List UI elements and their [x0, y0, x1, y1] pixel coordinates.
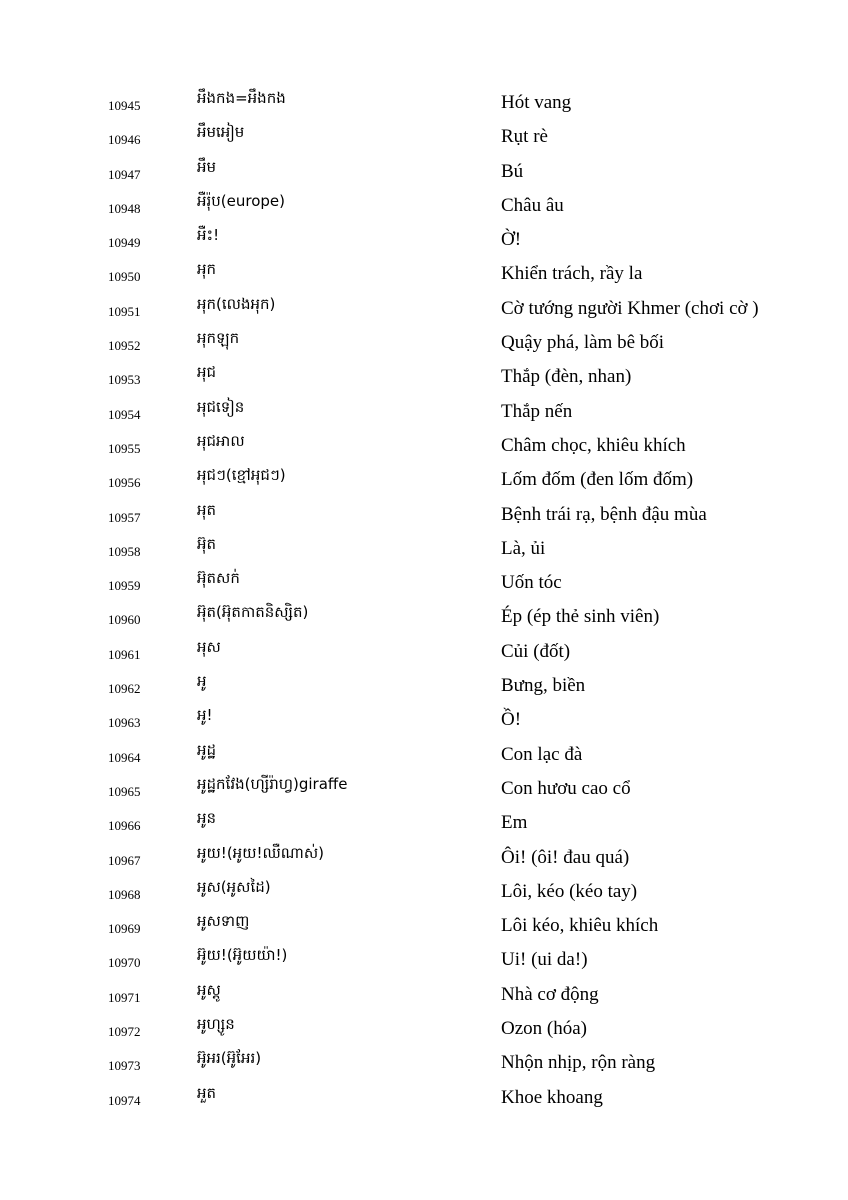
entry-row — [0, 223, 848, 257]
khmer-term: អូ — [197, 672, 207, 691]
vietnamese-translation: Nhộn nhịp, rộn ràng — [501, 1052, 656, 1074]
vietnamese-translation: Khoe khoang — [501, 1086, 603, 1108]
entry-number: 10967 — [108, 852, 141, 868]
entry-number: 10969 — [108, 921, 141, 937]
khmer-term: អូយ!(អូយ!ឈឺណាស់) — [197, 843, 325, 862]
entry-number: 10952 — [108, 338, 141, 354]
entry-row — [0, 875, 848, 909]
entry-number: 10949 — [108, 235, 141, 251]
vietnamese-translation: Ép (ép thẻ sinh viên) — [501, 606, 660, 628]
entry-number: 10957 — [108, 509, 141, 525]
khmer-term: អុស — [197, 637, 221, 656]
entry-row — [0, 943, 848, 977]
entry-number: 10954 — [108, 406, 141, 422]
khmer-term: អ៊ុត(អ៊ុតកាតនិស្សិត) — [197, 603, 309, 622]
khmer-term: អុជៗ(ខ្មៅអុជៗ) — [197, 466, 286, 485]
khmer-term: អូ! — [197, 706, 213, 725]
entry-number: 10966 — [108, 818, 141, 834]
vietnamese-translation: Em — [501, 812, 528, 834]
entry-number: 10964 — [108, 749, 141, 765]
vietnamese-translation: Bệnh trái rạ, bệnh đậu mùa — [501, 503, 707, 525]
khmer-term: អឺះ! — [197, 226, 220, 245]
khmer-term: អូន — [197, 809, 217, 828]
entry-number: 10958 — [108, 543, 141, 559]
entry-number: 10971 — [108, 989, 141, 1005]
entry-number: 10955 — [108, 440, 141, 456]
khmer-term: អ៊ុតសក់ — [197, 569, 240, 588]
vietnamese-translation: Ờ! — [501, 229, 522, 251]
entry-row — [0, 395, 848, 429]
khmer-term: អួត — [197, 1083, 217, 1102]
vietnamese-translation: Thắp (đèn, nhan) — [501, 366, 632, 388]
vietnamese-translation: Ôi! (ôi! đau quá) — [501, 846, 630, 868]
entry-row — [0, 429, 848, 463]
khmer-term: អ៊ុត — [197, 534, 217, 553]
entry-number: 10956 — [108, 475, 141, 491]
entry-number: 10968 — [108, 886, 141, 902]
entry-number: 10945 — [108, 98, 141, 113]
vietnamese-translation: Khiển trách, rầy la — [501, 263, 643, 285]
entry-number: 10965 — [108, 783, 141, 799]
vietnamese-translation: Nhà cơ động — [501, 983, 599, 1005]
entry-number: 10960 — [108, 612, 141, 628]
entry-row — [0, 155, 848, 189]
entry-row — [0, 120, 848, 154]
vietnamese-translation: Bú — [501, 160, 524, 182]
khmer-term: អុត — [197, 500, 217, 519]
khmer-term: អ៊ូយ!(អ៊ូយយ៉ា!) — [197, 946, 288, 965]
entry-row — [0, 1046, 848, 1080]
khmer-term: អឺរ៉ុប(europe) — [197, 191, 286, 210]
entry-row — [0, 772, 848, 806]
entry-row — [0, 600, 848, 634]
vietnamese-translation: Ozon (hóa) — [501, 1018, 587, 1040]
khmer-term: អូស្តូ — [197, 980, 221, 999]
entry-number: 10946 — [108, 132, 141, 148]
khmer-term: អូស(អូសដៃ) — [197, 877, 271, 896]
vietnamese-translation: Con hươu cao cổ — [501, 777, 631, 799]
vietnamese-translation: Ui! (ui da!) — [501, 949, 588, 971]
vietnamese-translation: Lốm đốm (đen lốm đốm) — [501, 469, 694, 491]
entry-row — [0, 566, 848, 600]
vietnamese-translation: Uốn tóc — [501, 572, 562, 594]
khmer-term: អូដ្ឋ — [197, 740, 217, 759]
khmer-term: អឹមអៀម — [197, 123, 245, 142]
entry-row — [0, 189, 848, 223]
entry-number: 10953 — [108, 372, 141, 388]
entry-row — [0, 86, 848, 120]
entry-row — [0, 292, 848, 326]
entry-number: 10959 — [108, 578, 141, 594]
vietnamese-translation: Châu âu — [501, 194, 564, 216]
entry-row — [0, 463, 848, 497]
entry-row — [0, 806, 848, 840]
khmer-term: អុក — [197, 260, 217, 279]
entry-list — [0, 86, 848, 1115]
entry-row — [0, 703, 848, 737]
entry-number: 10962 — [108, 681, 141, 697]
entry-number: 10974 — [108, 1092, 141, 1108]
khmer-term: អុជ — [197, 363, 217, 382]
vietnamese-translation: Lôi kéo, khiêu khích — [501, 915, 659, 937]
entry-row — [0, 669, 848, 703]
khmer-term: អុជអាល — [197, 431, 245, 450]
entry-number: 10951 — [108, 303, 141, 319]
vietnamese-translation: Con lạc đà — [501, 743, 583, 765]
entry-number: 10947 — [108, 166, 141, 182]
khmer-term: អូហ្សូន — [197, 1015, 235, 1034]
entry-number: 10970 — [108, 955, 141, 971]
entry-number: 10972 — [108, 1024, 141, 1040]
vietnamese-translation: Thắp nến — [501, 400, 573, 422]
vietnamese-translation: Hót vang — [501, 92, 572, 113]
entry-number: 10961 — [108, 646, 141, 662]
entry-number: 10973 — [108, 1058, 141, 1074]
entry-row — [0, 498, 848, 532]
khmer-term: អុជទៀន — [197, 397, 245, 416]
entry-number: 10948 — [108, 200, 141, 216]
khmer-term: អូសទាញ — [197, 912, 250, 931]
entry-row — [0, 909, 848, 943]
khmer-term: អឹងកង=អឹងកង — [197, 89, 286, 107]
khmer-term: អឹម — [197, 157, 217, 176]
vietnamese-translation: Rụt rè — [501, 126, 548, 148]
vietnamese-translation: Cờ tướng người Khmer (chơi cờ ) — [501, 297, 759, 319]
entry-row — [0, 532, 848, 566]
khmer-term: អូដ្ឋកវែង(ហ្សីរ៉ាហ្វ)giraffe — [197, 774, 348, 793]
vietnamese-translation: Củi (đốt) — [501, 640, 571, 662]
entry-row — [0, 1081, 848, 1115]
entry-row — [0, 360, 848, 394]
entry-row — [0, 635, 848, 669]
entry-row — [0, 326, 848, 360]
vietnamese-translation: Châm chọc, khiêu khích — [501, 434, 686, 456]
entry-row — [0, 1012, 848, 1046]
khmer-term: អ៊ូអរ(អ៊ូអែរ) — [197, 1049, 262, 1068]
vietnamese-translation: Ồ! — [501, 709, 522, 731]
vietnamese-translation: Quậy phá, làm bê bối — [501, 332, 665, 354]
entry-number: 10963 — [108, 715, 141, 731]
entry-row — [0, 841, 848, 875]
vietnamese-translation: Là, ủi — [501, 537, 546, 559]
entry-row — [0, 978, 848, 1012]
vietnamese-translation: Lôi, kéo (kéo tay) — [501, 880, 638, 902]
vietnamese-translation: Bưng, biền — [501, 675, 586, 697]
entry-row — [0, 738, 848, 772]
entry-number: 10950 — [108, 269, 141, 285]
khmer-term: អុក(លេងអុក) — [197, 294, 276, 313]
entry-row — [0, 257, 848, 291]
khmer-term: អុកឡុក — [197, 329, 240, 348]
